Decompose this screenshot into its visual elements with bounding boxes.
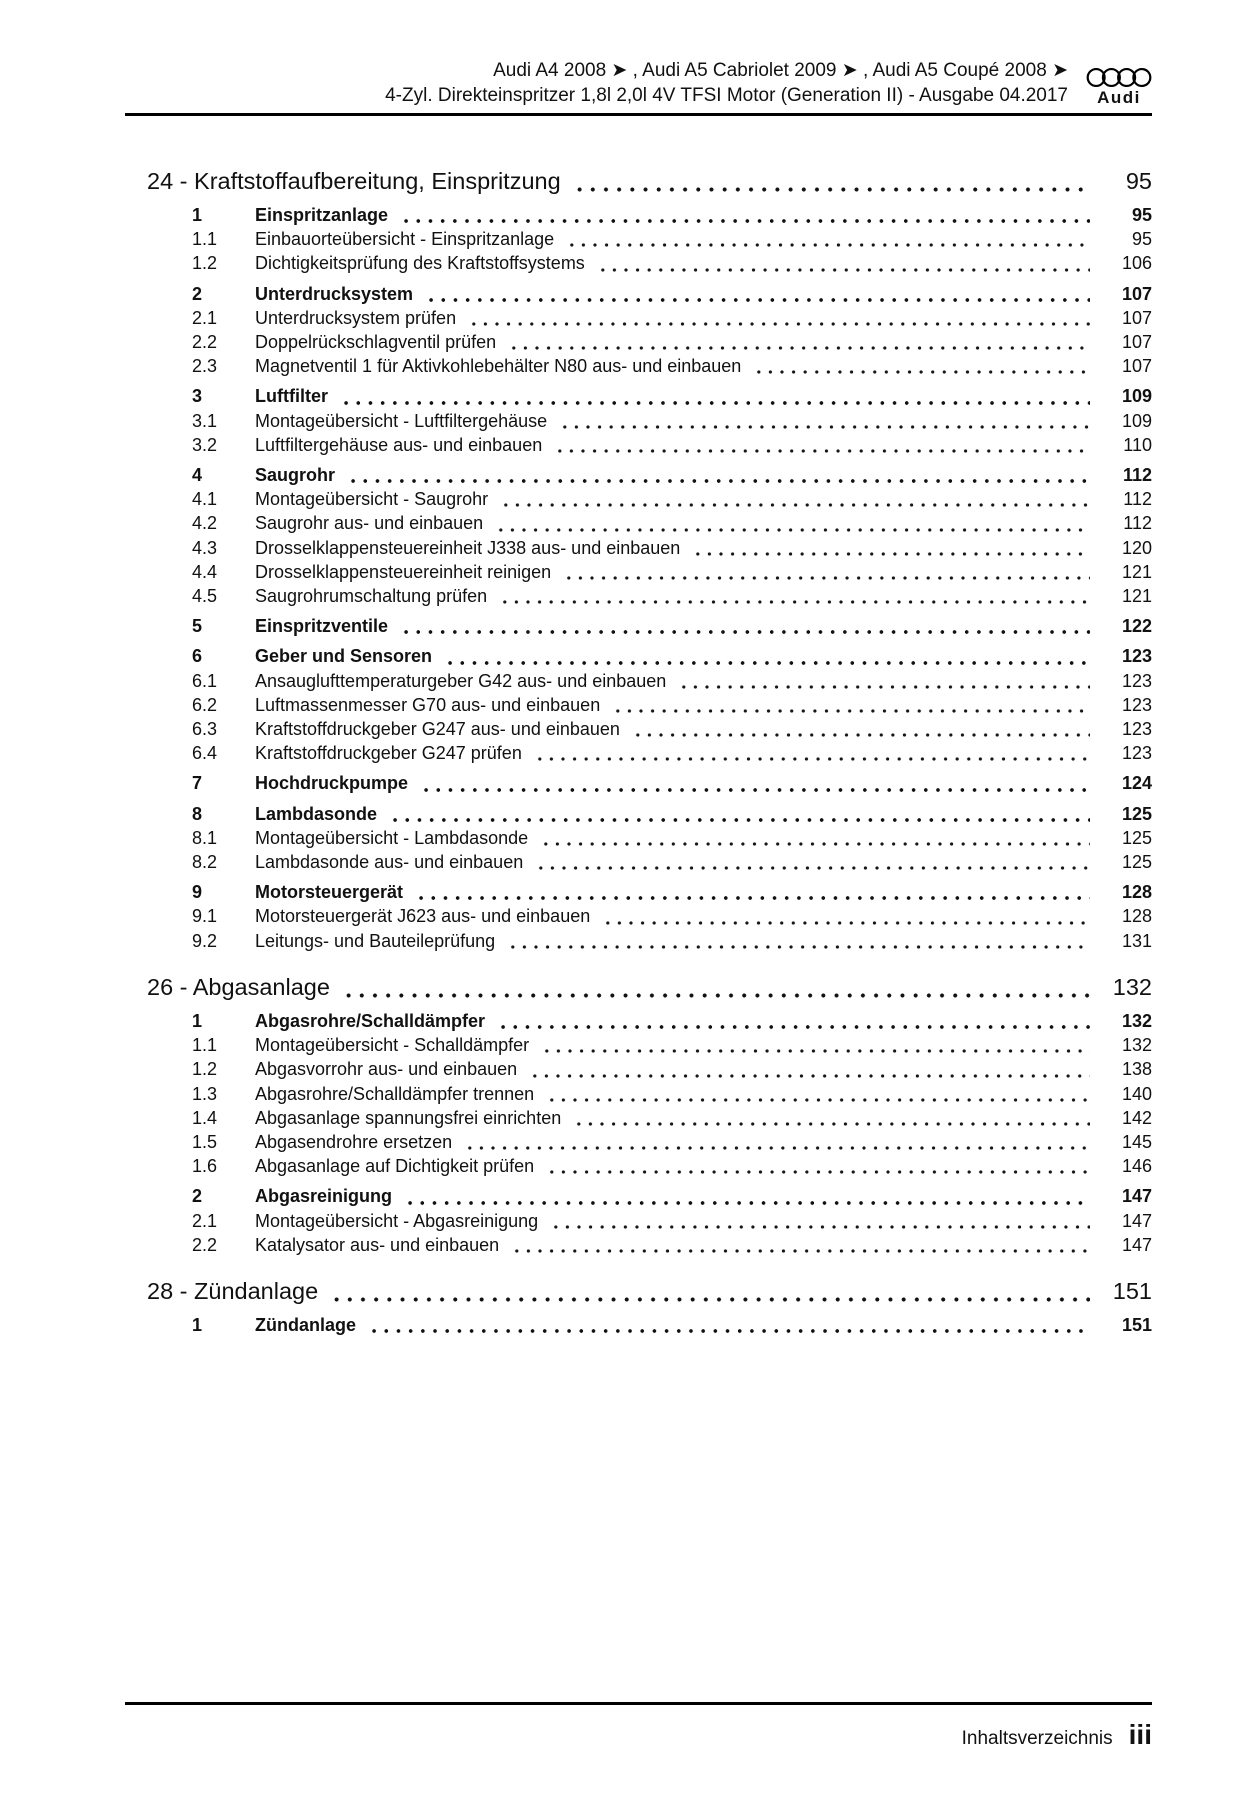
entry-title: Abgasanlage auf Dichtigkeit prüfen: [255, 1156, 535, 1177]
leader-dots: [550, 1224, 1090, 1230]
entry-number: 1.3: [192, 1083, 218, 1104]
toc-entry-row: [125, 904, 1152, 928]
chapter-entries: [125, 203, 1152, 953]
entry-number: 4.3: [192, 537, 218, 558]
entry-page: 146: [1121, 1156, 1152, 1177]
leader-dots: [692, 551, 1090, 557]
entry-page: 95: [1131, 205, 1152, 225]
toc-entry-row: [125, 203, 1152, 227]
entry-number: 2.1: [192, 307, 218, 328]
toc-entry-row: [125, 1184, 1152, 1208]
entry-title: Abgasanlage spannungsfrei einrichten: [255, 1107, 562, 1128]
entry-title: Kraftstoffdruckgeber G247 prüfen: [255, 743, 522, 764]
entry-title: Abgasvorrohr aus- und einbauen: [255, 1059, 518, 1080]
leader-dots: [347, 478, 1090, 484]
toc-entry-row: [125, 511, 1152, 535]
toc-entry-row: [125, 1082, 1152, 1106]
toc-page: [0, 58, 1240, 1812]
entry-title: Lambdasonde: [255, 803, 378, 824]
toc-entry-row: [125, 1233, 1152, 1257]
chapter-entries: [125, 1009, 1152, 1257]
toc-entry-row: [125, 384, 1152, 408]
toc-entry-row: [125, 826, 1152, 850]
leader-dots: [340, 400, 1090, 406]
header-engine-line: 4-Zyl. Direkteinspritzer 1,8l 2,0l 4V TFSI Motor (Generation II) - Ausgabe 04.2017: [385, 85, 1068, 106]
entry-page: 107: [1121, 332, 1152, 353]
leader-dots: [573, 1121, 1090, 1127]
entry-number: 2.2: [192, 332, 218, 353]
entry-number: 1: [192, 1010, 203, 1031]
entry-number: 3.1: [192, 410, 218, 431]
entry-page: 123: [1121, 694, 1152, 715]
toc-entry-row: [125, 433, 1152, 457]
entry-number: 1: [192, 205, 203, 225]
audi-rings-icon: [1086, 67, 1152, 88]
leader-dots: [566, 242, 1090, 248]
entry-title: Saugrohr: [255, 465, 336, 486]
entry-page: 107: [1121, 307, 1152, 328]
entry-number: 1.1: [192, 1035, 218, 1056]
leader-dots: [500, 502, 1090, 508]
entry-title: Montageübersicht - Saugrohr: [255, 489, 489, 510]
leader-dots: [495, 527, 1090, 533]
entry-number: 4: [192, 465, 203, 486]
entry-page: 147: [1121, 1186, 1152, 1207]
chapter-title: 24 - Kraftstoffaufbereitung, Einspritzung: [147, 168, 561, 194]
leader-dots: [540, 841, 1090, 847]
chapter-page: 132: [1112, 973, 1152, 1000]
entry-page: 106: [1121, 253, 1152, 274]
entry-page: 140: [1121, 1083, 1152, 1104]
entry-title: Doppelrückschlagventil prüfen: [255, 332, 497, 353]
toc-entry-row: [125, 1154, 1152, 1178]
entry-number: 4.1: [192, 489, 218, 510]
entry-number: 4.5: [192, 586, 218, 607]
entry-title: Abgasrohre/Schalldämpfer trennen: [255, 1083, 535, 1104]
leader-dots: [632, 732, 1090, 738]
chapter-heading-row: [125, 166, 1152, 197]
toc-entry-row: [125, 354, 1152, 378]
leader-dots: [425, 297, 1090, 303]
chapter-title: 26 - Abgasanlage: [147, 973, 330, 1000]
entry-title: Luftfiltergehäuse aus- und einbauen: [255, 434, 543, 455]
entry-page: 131: [1121, 930, 1152, 951]
entry-number: 2: [192, 1186, 203, 1207]
entry-page: 125: [1121, 803, 1152, 824]
toc-chapter: [125, 1276, 1152, 1337]
chapter-heading-row: [125, 1276, 1152, 1307]
leader-dots: [546, 1169, 1090, 1175]
entry-number: 3: [192, 386, 203, 407]
entry-title: Dichtigkeitsprüfung des Kraftstoffsystems: [255, 253, 585, 274]
entry-page: 142: [1121, 1107, 1152, 1128]
entry-title: Leitungs- und Bauteileprüfung: [255, 930, 496, 951]
entry-title: Saugrohrumschaltung prüfen: [255, 586, 488, 607]
entry-page: 125: [1121, 852, 1152, 873]
toc-entry-row: [125, 1209, 1152, 1233]
entry-page: 95: [1131, 229, 1152, 250]
toc-chapter: [125, 972, 1152, 1257]
leader-dots: [535, 865, 1090, 871]
chapter-title: 28 - Zündanlage: [147, 1277, 319, 1304]
toc-entry-row: [125, 669, 1152, 693]
leader-dots: [753, 369, 1090, 375]
leader-dots: [499, 599, 1090, 605]
toc-entry-row: [125, 1057, 1152, 1081]
entry-page: 120: [1121, 537, 1152, 558]
leader-dots: [415, 895, 1090, 901]
entry-page: 121: [1121, 586, 1152, 607]
entry-number: 6.3: [192, 719, 218, 740]
leader-dots: [563, 575, 1090, 581]
header-models-line: Audi A4 2008 ➤ , Audi A5 Cabriolet 2009 ➤ , Audi A5 Coupé 2008 ➤: [493, 60, 1068, 81]
entry-title: Luftfilter: [255, 386, 328, 407]
toc-chapter: [125, 166, 1152, 953]
page-header: [125, 58, 1152, 108]
entry-page: 109: [1121, 386, 1152, 407]
leader-dots: [511, 1248, 1090, 1254]
entry-number: 1.1: [192, 229, 218, 250]
leader-dots: [573, 186, 1090, 193]
entry-title: Abgasreinigung: [255, 1186, 393, 1207]
toc-entry-row: [125, 771, 1152, 795]
footer-section-label: Inhaltsverzeichnis: [961, 1728, 1113, 1749]
entry-page: 122: [1121, 616, 1152, 637]
toc-entry-row: [125, 330, 1152, 354]
toc: [125, 166, 1152, 1337]
leader-dots: [420, 787, 1090, 793]
leader-dots: [602, 920, 1090, 926]
entry-title: Einspritzanlage: [255, 205, 389, 225]
footer-page-number: iii: [1128, 1719, 1152, 1750]
entry-page: 132: [1121, 1010, 1152, 1031]
entry-number: 6.1: [192, 670, 218, 691]
entry-page: 147: [1121, 1234, 1152, 1255]
entry-title: Abgasrohre/Schalldämpfer: [255, 1010, 486, 1031]
entry-page: 123: [1121, 719, 1152, 740]
toc-entry-row: [125, 614, 1152, 638]
entry-number: 5: [192, 616, 203, 637]
toc-entry-row: [125, 306, 1152, 330]
leader-dots: [464, 1145, 1090, 1151]
entry-number: 2.2: [192, 1234, 218, 1255]
entry-page: 125: [1121, 827, 1152, 848]
entry-number: 3.2: [192, 434, 218, 455]
entry-page: 112: [1123, 489, 1152, 510]
toc-entry-row: [125, 536, 1152, 560]
entry-title: Katalysator aus- und einbauen: [255, 1234, 500, 1255]
entry-title: Kraftstoffdruckgeber G247 aus- und einbauen: [255, 719, 620, 740]
entry-number: 1.4: [192, 1107, 218, 1128]
leader-dots: [342, 992, 1090, 999]
leader-dots: [541, 1048, 1090, 1054]
entry-page: 107: [1121, 356, 1152, 377]
toc-entry-row: [125, 717, 1152, 741]
toc-entry-row: [125, 1009, 1152, 1033]
toc-entry-row: [125, 560, 1152, 584]
entry-number: 1.6: [192, 1156, 218, 1177]
toc-entry-row: [125, 487, 1152, 511]
entry-title: Montageübersicht - Schalldämpfer: [255, 1035, 530, 1056]
entry-title: Ansauglufttemperaturgeber G42 aus- und einbauen: [255, 670, 667, 691]
toc-entry-row: [125, 251, 1152, 275]
leader-dots: [508, 345, 1090, 351]
toc-entry-row: [125, 584, 1152, 608]
entry-page: 128: [1121, 906, 1152, 927]
entry-number: 9.2: [192, 930, 218, 951]
entry-page: 112: [1122, 465, 1152, 486]
leader-dots: [507, 944, 1090, 950]
entry-page: 132: [1121, 1035, 1152, 1056]
entry-page: 123: [1121, 743, 1152, 764]
entry-number: 7: [192, 773, 203, 794]
footer-rule: [125, 1702, 1152, 1705]
entry-page: 109: [1121, 410, 1152, 431]
entry-number: 1.2: [192, 253, 218, 274]
entry-page: 145: [1121, 1131, 1152, 1152]
entry-title: Luftmassenmesser G70 aus- und einbauen: [255, 694, 601, 715]
leader-dots: [554, 448, 1090, 454]
entry-title: Einspritzventile: [255, 616, 389, 637]
toc-entry-row: [125, 463, 1152, 487]
leader-dots: [559, 424, 1090, 430]
entry-page: 123: [1121, 646, 1152, 667]
entry-number: 8.1: [192, 827, 218, 848]
entry-number: 2.3: [192, 356, 218, 377]
entry-number: 1.2: [192, 1059, 218, 1080]
entry-number: 9.1: [192, 906, 218, 927]
leader-dots: [612, 708, 1090, 714]
leader-dots: [546, 1097, 1090, 1103]
entry-title: Geber und Sensoren: [255, 646, 433, 667]
entry-title: Montageübersicht - Lambdasonde: [255, 827, 529, 848]
page-footer: [125, 1702, 1152, 1750]
toc-entry-row: [125, 929, 1152, 953]
toc-entry-row: [125, 1130, 1152, 1154]
entry-page: 123: [1121, 670, 1152, 691]
entry-page: 128: [1121, 882, 1152, 903]
entry-number: 6.2: [192, 694, 218, 715]
leader-dots: [330, 1296, 1090, 1303]
entry-title: Unterdrucksystem: [255, 283, 414, 304]
entry-title: Drosselklappensteuereinheit reinigen: [255, 561, 552, 582]
entry-title: Hochdruckpumpe: [255, 773, 409, 794]
entry-number: 8: [192, 803, 203, 824]
toc-entry-row: [125, 1313, 1152, 1337]
leader-dots: [400, 218, 1090, 224]
leader-dots: [389, 817, 1090, 823]
toc-entry-row: [125, 1033, 1152, 1057]
entry-title: Montageübersicht - Abgasreinigung: [255, 1210, 539, 1231]
entry-title: Unterdrucksystem prüfen: [255, 307, 457, 328]
leader-dots: [678, 684, 1090, 690]
entry-title: Motorsteuergerät: [255, 882, 404, 903]
chapter-page: 151: [1112, 1277, 1152, 1304]
leader-dots: [597, 267, 1090, 273]
toc-entry-row: [125, 282, 1152, 306]
toc-entry-row: [125, 227, 1152, 251]
entry-page: 124: [1121, 773, 1152, 794]
entry-number: 4.4: [192, 561, 218, 582]
toc-entry-row: [125, 1106, 1152, 1130]
entry-title: Saugrohr aus- und einbauen: [255, 513, 484, 534]
chapter-entries: [125, 1313, 1152, 1337]
entry-number: 1.5: [192, 1131, 218, 1152]
footer-row: [125, 1721, 1152, 1750]
leader-dots: [400, 629, 1090, 635]
leader-dots: [444, 660, 1090, 666]
entry-number: 6.4: [192, 743, 218, 764]
header-rule: [125, 113, 1152, 116]
leader-dots: [534, 756, 1090, 762]
entry-page: 107: [1121, 283, 1152, 304]
entry-page: 112: [1123, 513, 1152, 534]
header-text: [385, 58, 1068, 108]
entry-title: Magnetventil 1 für Aktivkohlebehälter N80 aus- und einbauen: [255, 356, 742, 377]
toc-entry-row: [125, 802, 1152, 826]
toc-entry-row: [125, 409, 1152, 433]
entry-number: 2: [192, 283, 203, 304]
entry-page: 147: [1121, 1210, 1152, 1231]
entry-title: Montageübersicht - Luftfiltergehäuse: [255, 410, 548, 431]
toc-entry-row: [125, 741, 1152, 765]
toc-entry-row: [125, 693, 1152, 717]
entry-number: 1: [192, 1314, 203, 1335]
entry-title: Drosselklappensteuereinheit J338 aus- und einbauen: [255, 537, 681, 558]
entry-title: Motorsteuergerät J623 aus- und einbauen: [255, 906, 591, 927]
toc-entry-row: [125, 644, 1152, 668]
entry-number: 2.1: [192, 1210, 218, 1231]
toc-entry-row: [125, 880, 1152, 904]
entry-number: 9: [192, 882, 203, 903]
entry-title: Einbauorteübersicht - Einspritzanlage: [255, 229, 555, 250]
leader-dots: [404, 1200, 1090, 1206]
entry-number: 4.2: [192, 513, 218, 534]
entry-number: 8.2: [192, 852, 218, 873]
entry-page: 151: [1121, 1314, 1152, 1335]
entry-title: Lambdasonde aus- und einbauen: [255, 852, 524, 873]
entry-page: 110: [1123, 434, 1152, 455]
entry-number: 6: [192, 646, 203, 667]
leader-dots: [368, 1328, 1090, 1334]
leader-dots: [529, 1073, 1090, 1079]
toc-entry-row: [125, 850, 1152, 874]
entry-page: 138: [1121, 1059, 1152, 1080]
leader-dots: [497, 1024, 1090, 1030]
chapter-heading-row: [125, 972, 1152, 1003]
entry-title: Zündanlage: [255, 1314, 357, 1335]
audi-wordmark: Audi: [1097, 88, 1141, 107]
entry-title: Abgasendrohre ersetzen: [255, 1131, 453, 1152]
audi-logo: [1086, 67, 1152, 108]
entry-page: 121: [1121, 561, 1152, 582]
chapter-page: 95: [1125, 168, 1152, 194]
leader-dots: [468, 321, 1090, 327]
